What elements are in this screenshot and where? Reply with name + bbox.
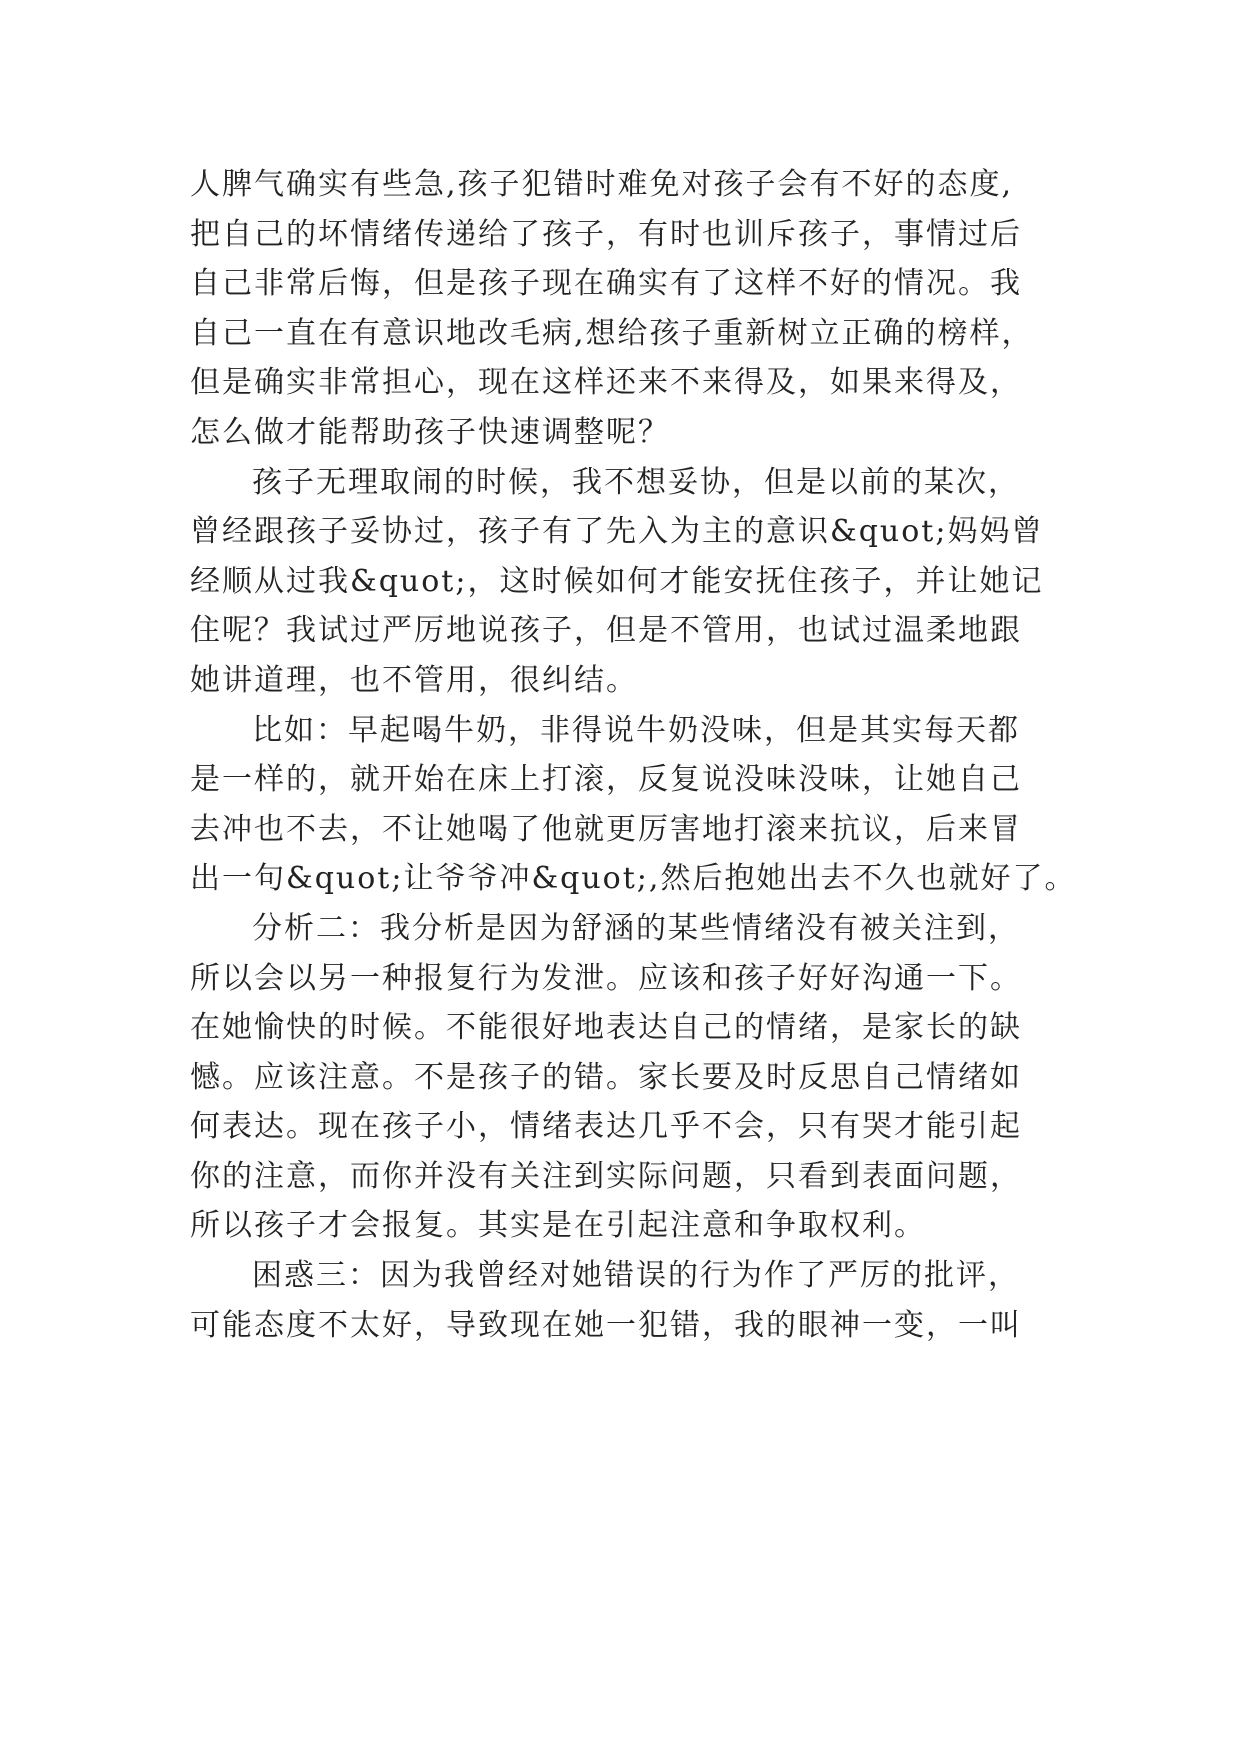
- text-line: 去冲也不去，不让她喝了他就更厉害地打滚来抗议，后来冒: [190, 811, 1022, 847]
- text-line: 住呢？我试过严厉地说孩子，但是不管用，也试过温柔地跟: [190, 613, 1022, 649]
- paragraph-first-line: 困惑三：因为我曾经对她错误的行为作了严厉的批评，: [252, 1258, 1020, 1294]
- text-line: 怎么做才能帮助孩子快速调整呢？: [190, 414, 670, 450]
- text-line: 所以孩子才会报复。其实是在引起注意和争取权利。: [190, 1208, 926, 1244]
- text-line: 在她愉快的时候。不能很好地表达自己的情绪，是家长的缺: [190, 1010, 1022, 1046]
- body-text: [190, 160, 1090, 1350]
- text-line: 人脾气确实有些急,孩子犯错时难免对孩子会有不好的态度,: [190, 167, 1014, 202]
- text-line: 经顺从过我&quot;，这时候如何才能安抚住孩子，并让她记: [190, 563, 1044, 599]
- text-line: 憾。应该注意。不是孩子的错。家长要及时反思自己情绪如: [190, 1059, 1022, 1095]
- text-line: 她讲道理，也不管用，很纠结。: [190, 662, 638, 698]
- text-line: 你的注意，而你并没有关注到实际问题，只看到表面问题，: [190, 1158, 1022, 1194]
- text-line: 曾经跟孩子妥协过，孩子有了先入为主的意识&quot;妈妈曾: [190, 514, 1044, 550]
- text-line: 把自己的坏情绪传递给了孩子，有时也训斥孩子，事情过后: [190, 216, 1022, 252]
- text-line: 自己非常后悔，但是孩子现在确实有了这样不好的情况。我: [190, 266, 1022, 302]
- paragraph-first-line: 分析二：我分析是因为舒涵的某些情绪没有被关注到，: [252, 910, 1020, 946]
- text-line: 出一句&quot;让爷爷冲&quot;,然后抱她出去不久也就好了。: [190, 861, 1077, 897]
- paragraph-first-line: 比如：早起喝牛奶，非得说牛奶没味，但是其实每天都: [252, 712, 1020, 748]
- text-line: 可能态度不太好，导致现在她一犯错，我的眼神一变，一叫: [190, 1307, 1022, 1343]
- text-line: 自己一直在有意识地改毛病,想给孩子重新树立正确的榜样，: [190, 315, 1034, 351]
- text-line: 是一样的，就开始在床上打滚，反复说没味没味，让她自己: [190, 762, 1022, 798]
- text-line: 但是确实非常担心，现在这样还来不来得及，如果来得及，: [190, 365, 1022, 401]
- text-line: 所以会以另一种报复行为发泄。应该和孩子好好沟通一下。: [190, 960, 1022, 996]
- paragraph-first-line: 孩子无理取闹的时候，我不想妥协，但是以前的某次，: [252, 464, 1020, 500]
- text-line: 何表达。现在孩子小，情绪表达几乎不会，只有哭才能引起: [190, 1109, 1022, 1145]
